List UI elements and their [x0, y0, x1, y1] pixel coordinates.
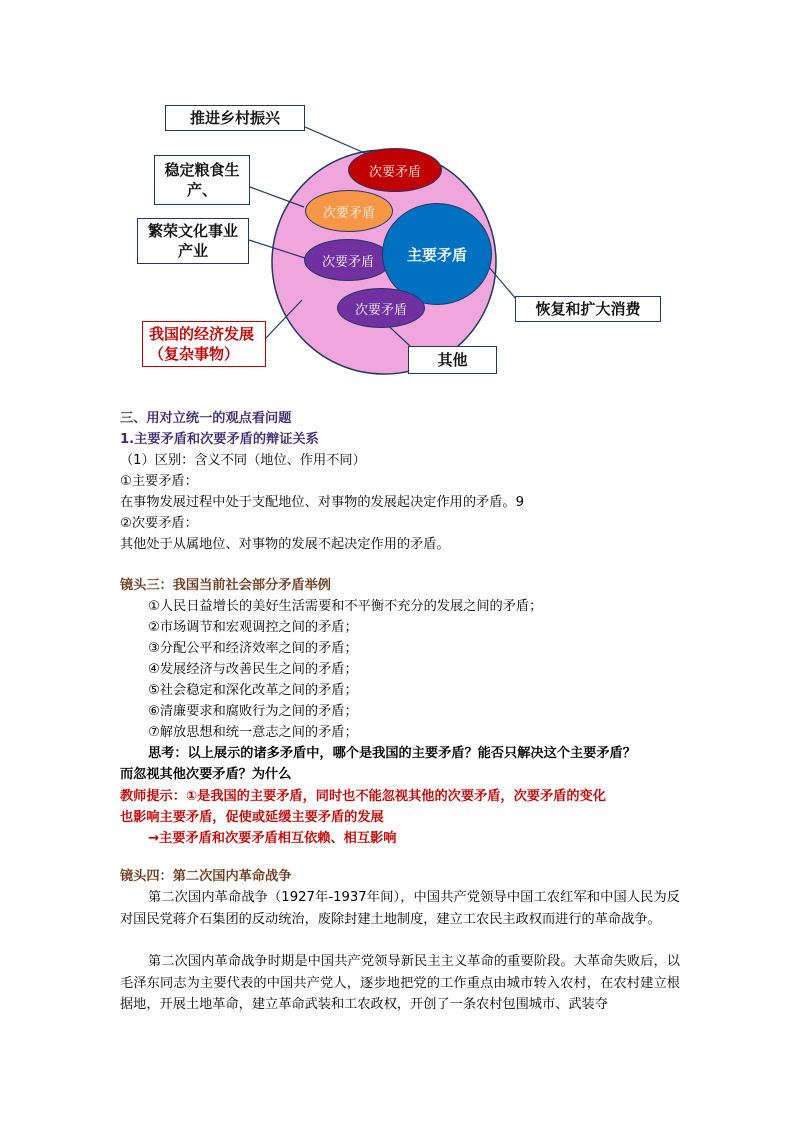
callout-other: 其他	[408, 346, 497, 374]
minor-contradiction-purple-bottom: 次要矛盾	[337, 288, 425, 328]
callout-rural-revitalization: 推进乡村振兴	[165, 105, 305, 131]
list-item: ②市场调节和宏观调控之间的矛盾；	[148, 620, 358, 635]
callout-economic-development: 我国的经济发展（复杂事物）	[142, 321, 266, 367]
paragraph-war-overview: 第二次国内革命战争（1927年-1937年间），中国共产党领导中国工农红军和中国人民为反对国民党蒋介石集团的反动统治，废除封建土地制度，建立工农民主政权而进行的革命战争。	[120, 890, 680, 927]
list-item: ⑦解放思想和统一意志之间的矛盾；	[148, 725, 358, 740]
callout-grain-production: 稳定粮食生产、	[154, 155, 250, 205]
conclusion-line: →主要矛盾和次要矛盾相互依赖、相互影响	[148, 831, 397, 846]
minor-contradiction-red: 次要矛盾	[348, 148, 442, 192]
section-heading: 三、用对立统一的观点看问题	[120, 411, 292, 426]
contradiction-diagram	[0, 0, 794, 390]
diagram-canvas	[0, 0, 794, 390]
think-question-line-2: 而忽视其他次要矛盾？为什么	[120, 767, 292, 782]
paragraph-war-significance: 第二次国内革命战争时期是中国共产党领导新民主主义革命的重要阶段。大革命失败后，以毛泽东同志为主要代表的中国共产党人，逐步地把党的工作重点由城市转入农村，在农村建立根据地，开展土地革命，建立革命武装和工农政权，开创了一条农村包围城市、武装夺	[120, 954, 680, 1012]
callout-culture-industry: 繁荣文化事业产业	[137, 218, 249, 264]
list-item: ⑤社会稳定和深化改革之间的矛盾；	[148, 683, 358, 698]
list-item: ③分配公平和经济效率之间的矛盾；	[148, 641, 358, 656]
main-contradiction-definition: 在事物发展过程中处于支配地位、对事物的发展起决定作用的矛盾。9	[120, 495, 525, 510]
teacher-hint-line-1: 教师提示：①是我国的主要矛盾，同时也不能忽视其他的次要矛盾，次要矛盾的变化	[120, 789, 606, 804]
minor-contradiction-definition: 其他处于从属地位、对事物的发展不起决定作用的矛盾。	[120, 537, 450, 552]
minor-contradiction-orange: 次要矛盾	[305, 190, 393, 232]
main-contradiction: 主要矛盾	[382, 203, 492, 305]
shot-four-heading: 镜头四：第二次国内革命战争	[120, 869, 292, 884]
list-item: ⑥清廉要求和腐败行为之间的矛盾；	[148, 704, 358, 719]
minor-contradiction-label: ②次要矛盾：	[120, 516, 198, 531]
minor-contradiction-purple-left: 次要矛盾	[304, 239, 392, 281]
callout-consumption: 恢复和扩大消费	[515, 296, 661, 322]
shot-three-heading: 镜头三：我国当前社会部分矛盾举例	[120, 578, 331, 593]
difference-line: （1）区别：含义不同（地位、作用不同）	[120, 453, 366, 468]
teacher-hint-line-2: 也影响主要矛盾，促使或延缓主要矛盾的发展	[120, 810, 384, 825]
list-item: ④发展经济与改善民生之间的矛盾；	[148, 662, 358, 677]
main-contradiction-label: ①主要矛盾：	[120, 474, 198, 489]
list-item: ①人民日益增长的美好生活需要和不平衡不充分的发展之间的矛盾；	[148, 599, 543, 614]
subheading-dialectical-relation: 1.主要矛盾和次要矛盾的辩证关系	[120, 432, 319, 447]
think-question-line-1: 思考：以上展示的诸多矛盾中，哪个是我国的主要矛盾？能否只解决这个主要矛盾？	[148, 746, 636, 761]
